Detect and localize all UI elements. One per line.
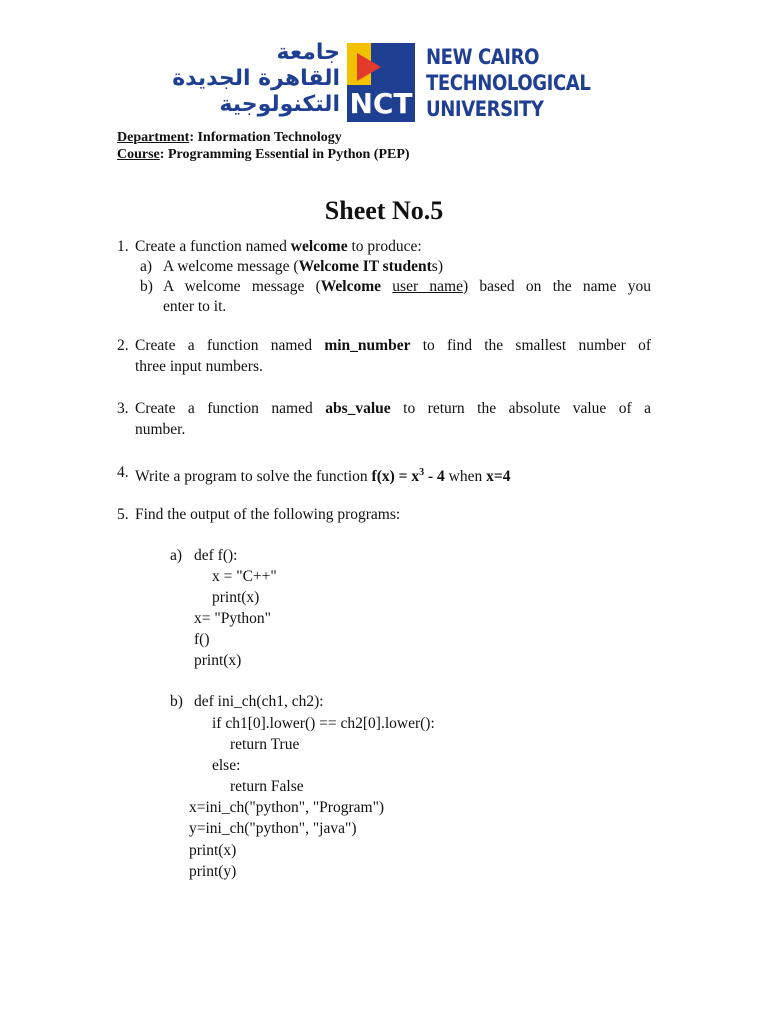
- logo-arabic-line-1: جامعة: [276, 40, 340, 65]
- code-line: x= "Python": [194, 610, 271, 627]
- code-line: return False: [230, 778, 304, 795]
- logo-emblem-icon: [347, 43, 415, 122]
- q4-number: 4.: [117, 464, 129, 481]
- code-line: f(): [194, 631, 210, 648]
- q1a-label: a): [140, 258, 153, 275]
- q5a-label: a): [170, 547, 183, 564]
- q4-text: Write a program to solve the function $f(x) = x^3 - 4$ when x=4: [135, 467, 511, 486]
- code-line: def ini_ch(ch1, ch2):: [194, 693, 324, 710]
- q5b-label: b): [170, 693, 183, 710]
- q5-text: Find the output of the following programs:: [135, 506, 401, 523]
- q2-function-name: min_number: [324, 337, 411, 354]
- department-label: Department: [117, 130, 190, 145]
- logo-emblem-text: NCT: [349, 87, 413, 120]
- q2-line2: three input numbers.: [135, 358, 263, 375]
- q1a-text: A welcome message (Welcome IT students): [163, 258, 443, 275]
- code-line: x = "C++": [212, 568, 277, 585]
- q3-line2: number.: [135, 421, 186, 438]
- q5-number: 5.: [117, 506, 129, 523]
- university-logo: [172, 40, 591, 126]
- code-line: x=ini_ch("python", "Program"): [189, 799, 385, 816]
- course-line: [117, 147, 410, 163]
- logo-english-line-2: TECHNOLOGICAL: [426, 71, 591, 95]
- logo-english-line-3: UNIVERSITY: [426, 97, 544, 121]
- code-line: print(y): [189, 863, 237, 880]
- q3-number: 3.: [117, 400, 129, 417]
- code-line: def f():: [194, 547, 238, 564]
- q2-number: 2.: [117, 337, 129, 354]
- q1b-text: A welcome message (Welcome user name) based on the name you: [163, 278, 651, 295]
- code-line: return True: [230, 736, 300, 753]
- department-value: : Information Technology: [189, 130, 342, 145]
- q3-text: Create a function named abs_value to return the absolute value of a: [135, 400, 652, 417]
- logo-english-line-1: NEW CAIRO: [426, 45, 540, 69]
- q1b-label: b): [140, 278, 153, 295]
- course-value: : Programming Essential in Python (PEP): [159, 147, 410, 162]
- logo-arabic-name: [172, 40, 340, 118]
- code-line: else:: [212, 757, 241, 774]
- q1-function-name: welcome: [290, 238, 348, 255]
- code-line: print(x): [189, 842, 237, 859]
- sheet-title: Sheet No.5: [324, 196, 444, 225]
- logo-arabic-line-2: القاهرة الجديدة: [172, 66, 340, 91]
- code-line: if ch1[0].lower() == ch2[0].lower():: [212, 715, 435, 732]
- q1b-line2: enter to it.: [163, 298, 227, 315]
- logo-arabic-line-3: التكنولوجية: [219, 92, 340, 117]
- q1-text: Create a function named welcome to produce:: [135, 238, 422, 255]
- course-label: Course: [117, 147, 160, 162]
- q3-function-name: abs_value: [325, 400, 391, 417]
- code-line: print(x): [194, 652, 242, 669]
- q2-text: Create a function named min_number to find the smallest number of: [135, 337, 651, 354]
- code-line: y=ini_ch("python", "java"): [189, 820, 357, 837]
- logo-english-name: [426, 44, 590, 122]
- q1-number: 1.: [117, 238, 129, 255]
- code-line: print(x): [212, 589, 260, 606]
- department-line: [117, 130, 342, 146]
